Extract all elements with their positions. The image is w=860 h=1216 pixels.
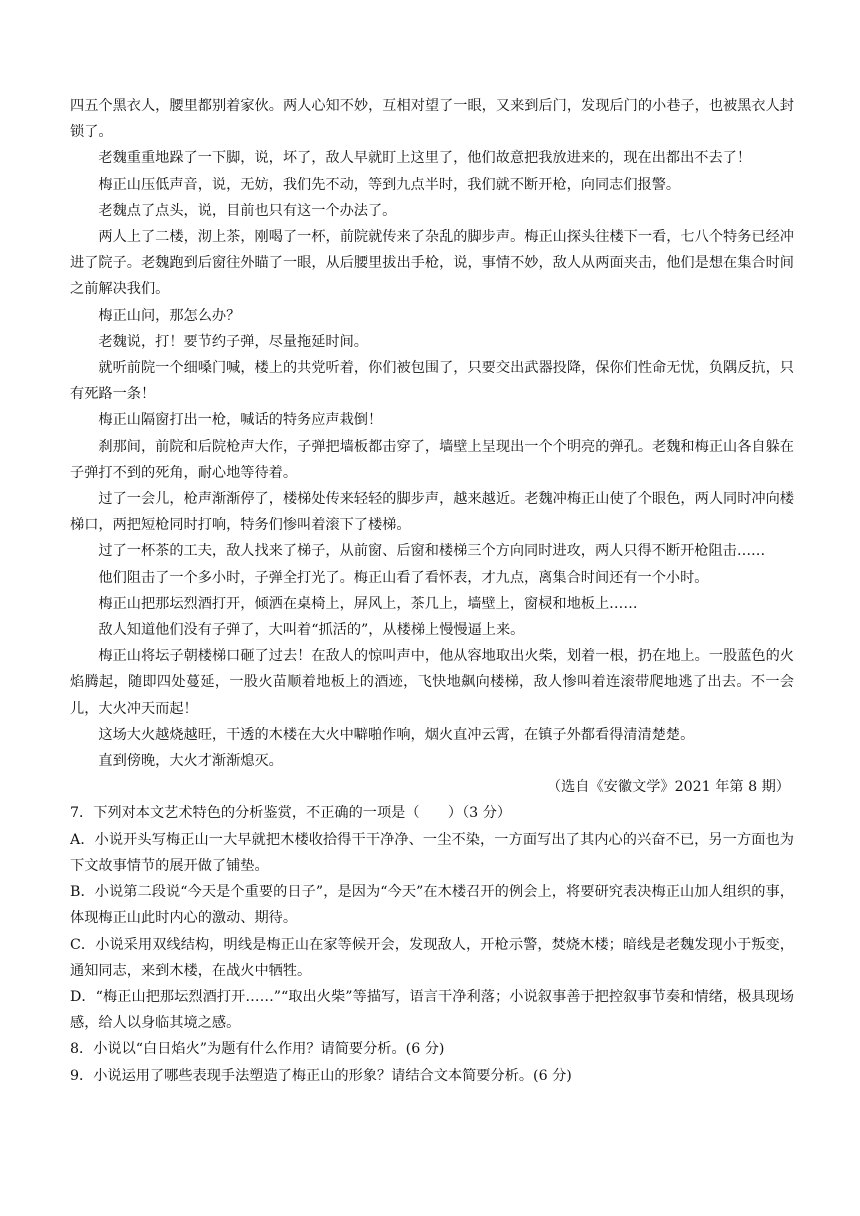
- story-paragraph: 直到傍晚，大火才渐渐熄灭。: [98, 753, 283, 770]
- document-body: [70, 93, 794, 1089]
- question-item: 9．小说运用了哪些表现手法塑造了梅正山的形象？请结合文本简要分析。(6 分): [70, 1067, 572, 1084]
- answer-option: C．小说采用双线结构，明线是梅正山在家等候开会，发现敌人，开枪示警，焚烧木楼；暗线是老魏发现小于叛变，通知同志，来到木楼，在战火中牺牲。: [70, 936, 794, 979]
- story-paragraph: 梅正山隔窗打出一枪，喊话的特务应声栽倒！: [98, 412, 383, 429]
- story-paragraph: 梅正山将坛子朝楼梯口砸了过去！在敌人的惊叫声中，他从容地取出火柴，划着一根，扔在地上。一股蓝色的火焰腾起，随即四处蔓延，一股火苗顺着地板上的酒迹，飞快地飙向楼梯，敌人惨叫着连滚带爬地逃了出去。不一会儿，大火冲天而起！: [70, 648, 794, 717]
- story-paragraph: 这场大火越烧越旺，干透的木楼在大火中噼啪作响，烟火直冲云霄，在镇子外都看得清清楚楚。: [98, 726, 695, 743]
- story-paragraph: 老魏说，打！要节约子弹，尽量拖延时间。: [98, 333, 368, 350]
- question-item: 8．小说以“白日焰火”为题有什么作用？请简要分析。(6 分): [70, 1041, 445, 1058]
- story-paragraph: 过了一杯茶的工夫，敌人找来了梯子，从前窗、后窗和楼梯三个方向同时进攻，两人只得不断开枪阻击……: [98, 543, 766, 560]
- story-paragraph: 梅正山把那坛烈酒打开，倾洒在桌椅上，屏风上，茶几上，墙壁上，窗棂和地板上……: [98, 595, 638, 612]
- story-paragraph: 就听前院一个细嗓门喊，楼上的共党听着，你们被包围了，只要交出武器投降，保你们性命无忧，负隅反抗，只有死路一条！: [70, 360, 794, 403]
- question-item: 7．下列对本文艺术特色的分析鉴赏，不正确的一项是（ ）（3 分）: [70, 805, 512, 822]
- story-paragraph: 老魏重重地跺了一下脚，说，坏了，敌人早就盯上这里了，他们故意把我放进来的，现在出都出不去了！: [98, 150, 752, 167]
- story-text: [70, 93, 794, 774]
- story-paragraph: 刹那间，前院和后院枪声大作，子弹把墙板都击穿了，墙壁上呈现出一个个明亮的弹孔。老魏和梅正山各自躲在子弹打不到的死角，耐心地等待着。: [70, 438, 794, 481]
- story-paragraph: 两人上了二楼，沏上茶，刚喝了一杯，前院就传来了杂乱的脚步声。梅正山探头往楼下一看，七八个特务已经冲进了院子。老魏跑到后窗往外瞄了一眼，从后腰里拔出手枪，说，事情不妙，敌人从两面夹击，他们是想在集合时间之前解决我们。: [70, 229, 794, 298]
- question-list: [70, 800, 794, 1088]
- story-paragraph: 老魏点了点头，说，目前也只有这一个办法了。: [98, 202, 397, 219]
- answer-option: B．小说第二段说“今天是个重要的日子”，是因为“今天”在木楼召开的例会上，将要研究表决梅正山加人组织的事，体现梅正山此时内心的激动、期待。: [70, 884, 794, 927]
- story-paragraph: 他们阻击了一个多小时，子弹全打光了。梅正山看了看怀表，才九点，离集合时间还有一个小时。: [98, 569, 709, 586]
- answer-option: D．“梅正山把那坛烈酒打开……”“取出火柴”等描写，语言干净利落；小说叙事善于把控叙事节奏和情绪，极具现场感，给人以身临其境之感。: [70, 988, 794, 1032]
- story-paragraph: 梅正山问，那怎么办？: [98, 307, 241, 324]
- story-paragraph: 敌人知道他们没有子弹了，大叫着“抓活的”，从楼梯上慢慢逼上来。: [98, 622, 525, 639]
- story-paragraph: 梅正山压低声音，说，无妨，我们先不动，等到九点半时，我们就不断开枪，向同志们报警。: [98, 176, 681, 193]
- story-paragraph: 过了一会儿，枪声渐渐停了，楼梯处传来轻轻的脚步声，越来越近。老魏冲梅正山使了个眼色，两人同时冲向楼梯口，两把短枪同时打响，特务们惨叫着滚下了楼梯。: [70, 491, 794, 534]
- source-citation: （选自《安徽文学》2021 年第 8 期）: [546, 779, 790, 796]
- answer-option: A．小说开头写梅正山一大早就把木楼收拾得干干净净、一尘不染，一方面写出了其内心的兴奋不已，另一方面也为下文故事情节的展开做了铺垫。: [70, 831, 794, 874]
- story-paragraph: 四五个黑衣人，腰里都别着家伙。两人心知不妙，互相对望了一眼，又来到后门，发现后门的小巷子，也被黑衣人封锁了。: [70, 98, 794, 141]
